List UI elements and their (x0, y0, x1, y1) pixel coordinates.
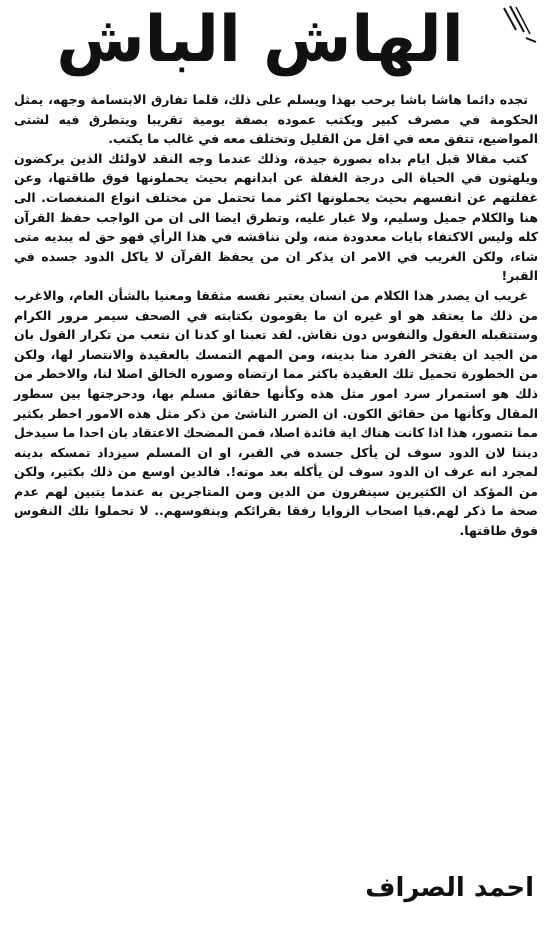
author-byline: احمد الصراف (365, 873, 534, 903)
paragraph: كتب مقالا قبل ايام بداه بصورة جيدة، وذلك عندما وجه النقد لاولئك الذين يركضون ويلهثون في الحياة الى درجة الغفلة عن ابدانهم بحيث يحملونها فوق طاقتها، وعن غفلتهم عن انفسهم بحيث يحملونها اكثر مما تحتمل من مختلف انواع المنغصات. الى هنا والكلام جميل وسليم، ولا غبار عليه، وتطرق ايضا الى ان من الواجب حفظ القرآن كله وليس الاكتفاء بايات معدودة منه، ولن نناقشه في هذا الرأي فهو حق له يبديه متى شاء، ولكن الغريب في الامر ان يذكر ان من يحفظ القرآن لا ياكل الدود جسده في القبر! (14, 150, 538, 284)
quill-stroke-icon (496, 4, 542, 46)
article-title: الهاش الباش (56, 3, 464, 77)
paragraph: غريب ان يصدر هذا الكلام من انسان يعتبر نفسه مثقفا ومعنيا بالشأن العام، والاغرب من ذلك ما يعتقد هو او غيره ان ما يقومون بكتابته في الصحف سيمر مرور الكرام وستتقبله العقول والنفوس دون نقاش. لقد تعبنا او كدنا ان نتعب من تكرار القول بان من الجيد ان يفتخر الفرد منا بدينه، ومن المهم التمسك بالعقيدة والانتصار لها، ولكن من الخطورة تحميل تلك العقيدة باكثر مما ارتضاه وصوره الخالق اصلا لنا، والاخطر من ذلك هو استمرار سرد امور مثل هذه وكأنها حقائق مسلم بها، ودحرجتها بين سطور المقال وكأنها من حقائق الكون. ان الضرر الناشئ من ذكر مثل هذه الامور اخطر بكثير مما نتصور، هذا اذا كانت هناك اية فائدة اصلا، فمن المضحك الاعتقاد بان احدا ما سيدخل ديننا لان الدود سوف لن يأكل جسده في القبر، او ان المسلم سيزداد تمسكه بدينه لمجرد انه عرف ان الدود سوف لن يأكله بعد موته!. فالدين اوسع من ذلك بكثير، ولكن من المؤكد ان الكثيرين سينفرون من الدين ومن المتاجرين به عندما يتبين لهم عدم صحة ما ذكر لهم.فيا اصحاب الزوايا رفقا بقرائكم وبنفوسهم.. لا تحملوا تلك النفوس فوق طاقتها. (14, 287, 538, 539)
paragraph: تجده دائما هاشا باشا يرحب بهذا ويسلم على ذلك، قلما تفارق الابتسامة وجهه، يمثل الحكومة في مصرف كبير ويكتب عموده بصفة يومية تقريبا ويتطرق فيه لشتى المواضيع، تتفق معه في اقل من القليل وتختلف معه في غالب ما يكتب. (14, 92, 538, 147)
article-body (14, 90, 538, 541)
